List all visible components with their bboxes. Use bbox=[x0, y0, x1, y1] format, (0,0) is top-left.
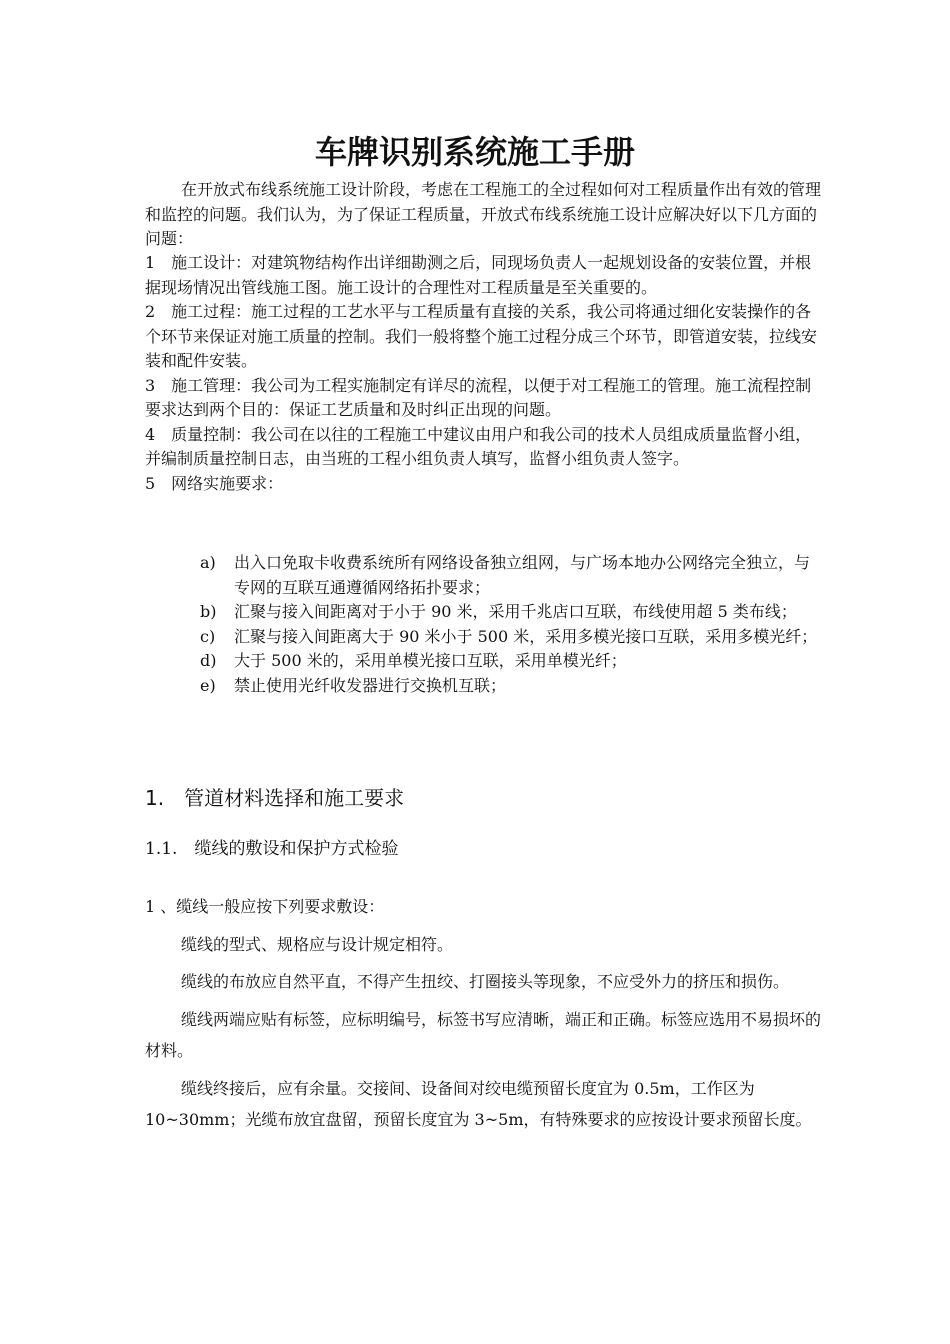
body-paragraph: 缆线终接后，应有余量。交接间、设备间对绞电缆预留长度宜为 0.5m，工作区为 10~30mm；光缆布放宜盘留，预留长度宜为 3~5m，有特殊要求的应按设计要求预留长度。 bbox=[145, 1078, 812, 1129]
network-requirements-list bbox=[200, 551, 820, 698]
sub-list-text: 汇聚与接入间距离对于小于 90 米，采用千兆店口互联，布线使用超 5 类布线； bbox=[234, 602, 797, 621]
cable-requirements-body bbox=[145, 891, 825, 1136]
sub-list-item bbox=[200, 625, 820, 650]
list-item: 2 施工过程：施工过程的工艺水平与工程质量有直接的关系，我公司将通过细化安装操作的各个环节来保证对施工质量的控制。我们一般将整个施工过程分成三个环节，即管道安装，拉线安装和配件安装。 bbox=[145, 302, 818, 370]
sub-list-marker: b) bbox=[200, 602, 217, 621]
body-paragraph: 缆线的型式、规格应与设计规定相符。 bbox=[181, 934, 454, 954]
subsection-heading: 1.1. 缆线的敷设和保护方式检验 bbox=[145, 839, 399, 859]
sub-list-item bbox=[200, 649, 820, 674]
sub-list-marker: a) bbox=[200, 553, 216, 572]
sub-list-text: 出入口免取卡收费系统所有网络设备独立组网，与广场本地办公网络完全独立，与专网的互联互通遵循网络拓扑要求； bbox=[234, 553, 811, 597]
sub-list-marker: c) bbox=[200, 626, 216, 646]
section-heading: 1. 管道材料选择和施工要求 bbox=[145, 786, 405, 810]
list-item: 4 质量控制：我公司在以往的工程施工中建议由用户和我公司的技术人员组成质量监督小组，并编制质量控制日志，由当班的工程小组负责人填写，监督小组负责人签字。 bbox=[145, 424, 812, 468]
body-paragraph: 缆线的布放应自然平直，不得产生扭绞、打圈接头等现象，不应受外力的挤压和损伤。 bbox=[181, 972, 790, 991]
body-paragraph: 缆线两端应贴有标签，应标明编号，标签书写应清晰，端正和正确。标签应选用不易损坏的材料。 bbox=[145, 1009, 822, 1060]
sub-list-text: 禁止使用光纤收发器进行交换机互联； bbox=[234, 675, 507, 695]
sub-list-text: 大于 500 米的，采用单模光接口互联，采用单模光纤； bbox=[234, 651, 627, 670]
sub-list-marker: e) bbox=[200, 675, 216, 695]
sub-list-item bbox=[200, 674, 820, 699]
list-item: 5 网络实施要求： bbox=[145, 473, 284, 493]
sub-list-item bbox=[200, 600, 820, 625]
list-item: 1 施工设计：对建筑物结构作出详细勘测之后，同现场负责人一起规划设备的安装位置，并根据现场情况出管线施工图。施工设计的合理性对工程质量是至关重要的。 bbox=[145, 253, 812, 297]
list-item: 3 施工管理：我公司为工程实施制定有详尽的流程，以便于对工程施工的管理。施工流程控制要求达到两个目的：保证工艺质量和及时纠正出现的问题。 bbox=[145, 375, 812, 419]
numbered-list bbox=[145, 251, 825, 496]
sub-list-marker: d) bbox=[200, 651, 217, 670]
list-intro: 1 、缆线一般应按下列要求敷设： bbox=[145, 897, 385, 916]
sub-list-text: 汇聚与接入间距离大于 90 米小于 500 米，采用多模光接口互联，采用多模光纤； bbox=[234, 626, 818, 646]
document-title: 车牌识别系统施工手册 bbox=[314, 133, 635, 171]
intro-paragraph: 在开放式布线系统施工设计阶段，考虑在工程施工的全过程如何对工程质量作出有效的管理和监控的问题。我们认为，为了保证工程质量，开放式布线系统施工设计应解决好以下几方面的问题： bbox=[145, 180, 822, 248]
sub-list-item bbox=[200, 551, 820, 600]
